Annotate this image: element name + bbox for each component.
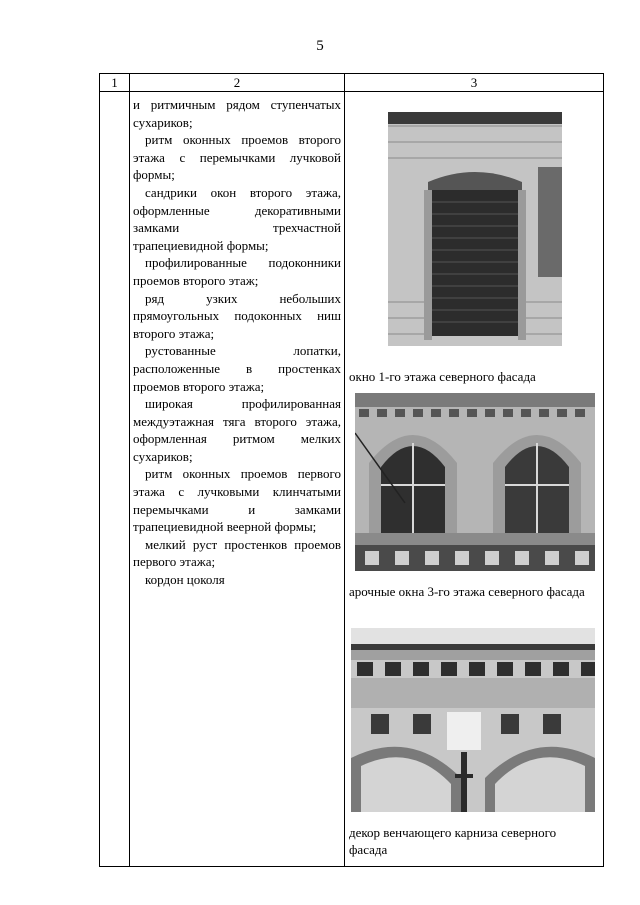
feature-item: ряд узких небольших прямоугольных подоконных ниш второго этажа;: [133, 290, 341, 341]
header-cell-1: 1: [100, 74, 130, 92]
feature-item: сандрики окон второго этажа, оформленные декоративными замками трехчастной трапециевидной формы;: [133, 184, 341, 253]
photo-caption: декор венчающего карниза северного фасада: [349, 825, 557, 857]
feature-item: мелкий руст простенков проемов первого этажа;: [133, 536, 341, 570]
feature-item: профилированные подоконники проемов второго этаж;: [133, 255, 341, 288]
photo-arched-windows: [355, 393, 595, 571]
header-cell-2: 2: [130, 74, 345, 92]
photos-cell: [345, 92, 604, 867]
empty-number-cell: [100, 92, 130, 867]
features-table: [99, 73, 604, 867]
photo-caption: арочные окна 3-го этажа северного фасада: [349, 584, 585, 599]
table-body-row: [100, 92, 604, 867]
feature-item: и ритмичным рядом ступенчатых сухариков;: [133, 97, 341, 130]
feature-item: ритм оконных проемов второго этажа с перемычками лучковой формы;: [133, 132, 341, 183]
feature-item: кордон цоколя: [145, 572, 225, 588]
photo-caption: окно 1-го этажа северного фасада: [349, 369, 536, 384]
feature-item: рустованные лопатки, расположенные в простенках проемов второго этажа;: [133, 343, 341, 394]
photo-cornice-decor: [351, 628, 595, 812]
feature-item: широкая профилированная междуэтажная тяга второго этажа, оформленная ритмом мелких сухариков;: [133, 396, 341, 464]
feature-item: ритм оконных проемов первого этажа с лучковыми клинчатыми перемычками и замками трапециевидной веерной формы;: [133, 466, 341, 535]
table-header-row: [100, 74, 604, 92]
features-text-cell: [130, 92, 345, 867]
photo-first-floor-window: [388, 112, 562, 346]
header-cell-3: 3: [345, 74, 604, 92]
page-number: 5: [316, 38, 324, 54]
